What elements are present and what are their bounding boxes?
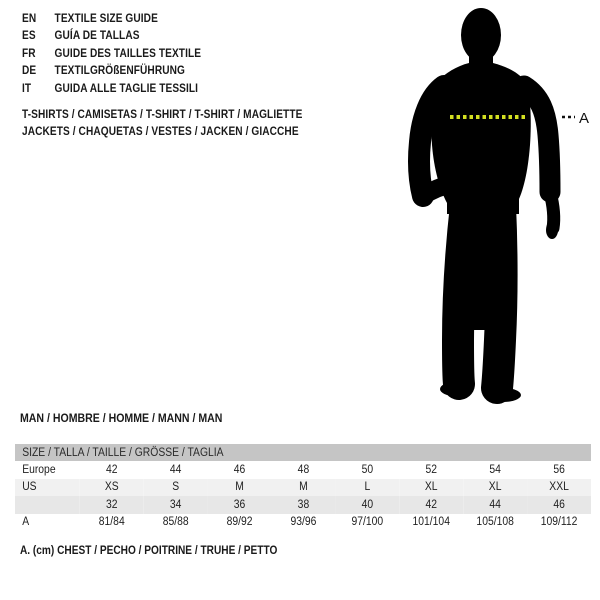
language-row-es [22,28,201,46]
category-line-tshirts: T-SHIRTS / CAMISETAS / T-SHIRT / T-SHIRT / MAGLIETTE [22,108,303,121]
language-code: ES [22,30,36,43]
size-cell: 56 [527,461,591,479]
size-cell: 32 [80,496,144,514]
size-cell: 54 [463,461,527,479]
size-cell: XS [80,479,144,497]
language-label: TEXTILE SIZE GUIDE [54,12,158,25]
size-cell: XL [463,479,527,497]
man-silhouette [390,0,600,410]
measure-footnote: A. (cm) CHEST / PECHO / POITRINE / TRUHE / PETTO [20,545,278,557]
size-table [15,444,591,531]
size-cell: M [272,479,336,497]
row-label: US [15,479,80,497]
table-row-numeric [15,496,591,514]
row-label [15,496,80,514]
size-cell: 46 [527,496,591,514]
category-line-jackets: JACKETS / CHAQUETAS / VESTES / JACKEN / GIACCHE [22,126,299,139]
language-row-it [22,80,201,98]
language-code: IT [22,82,32,95]
size-cell: S [144,479,208,497]
size-cell: 46 [208,461,272,479]
language-code: DE [22,65,37,78]
size-cell: 85/88 [144,514,208,532]
silhouette-body [419,8,558,402]
size-cell: 81/84 [80,514,144,532]
language-row-fr [22,45,201,63]
size-cell: L [335,479,399,497]
category-lines [22,106,341,141]
size-cell: 105/108 [463,514,527,532]
size-cell: 34 [144,496,208,514]
table-row-chest-a [15,514,591,532]
size-table-header: SIZE / TALLA / TAILLE / GRÖSSE / TAGLIA [15,444,591,461]
size-table-wrap [15,444,591,531]
size-cell: 97/100 [335,514,399,532]
row-label: A [15,514,80,532]
size-cell: 42 [80,461,144,479]
table-row-us [15,479,591,497]
size-cell: M [208,479,272,497]
language-code: EN [22,12,37,25]
size-cell: 48 [272,461,336,479]
gender-heading: MAN / HOMBRE / HOMME / MANN / MAN [20,411,223,425]
size-cell: 89/92 [208,514,272,532]
size-table-header-row [15,444,591,461]
size-cell: 44 [144,461,208,479]
size-cell: 44 [463,496,527,514]
size-cell: 93/96 [272,514,336,532]
language-label: GUÍA DE TALLAS [54,30,140,43]
size-cell: 50 [335,461,399,479]
language-list [22,10,201,98]
size-cell: 36 [208,496,272,514]
measure-label-a: A [579,110,590,127]
size-cell: 42 [399,496,463,514]
man-silhouette-figure [390,0,600,410]
size-cell: XXL [527,479,591,497]
language-label: GUIDE DES TAILLES TEXTILE [54,47,202,60]
size-cell: 52 [399,461,463,479]
size-cell: 109/112 [527,514,591,532]
table-row-europe [15,461,591,479]
size-cell: 40 [335,496,399,514]
size-cell: 38 [272,496,336,514]
row-label: Europe [15,461,80,479]
size-cell: 101/104 [399,514,463,532]
language-label: GUIDA ALLE TAGLIE TESSILI [54,82,199,95]
size-cell: XL [399,479,463,497]
language-label: TEXTILGRÖßENFÜHRUNG [54,65,185,78]
language-code: FR [22,47,36,60]
language-row-en [22,10,201,28]
language-row-de [22,63,201,81]
